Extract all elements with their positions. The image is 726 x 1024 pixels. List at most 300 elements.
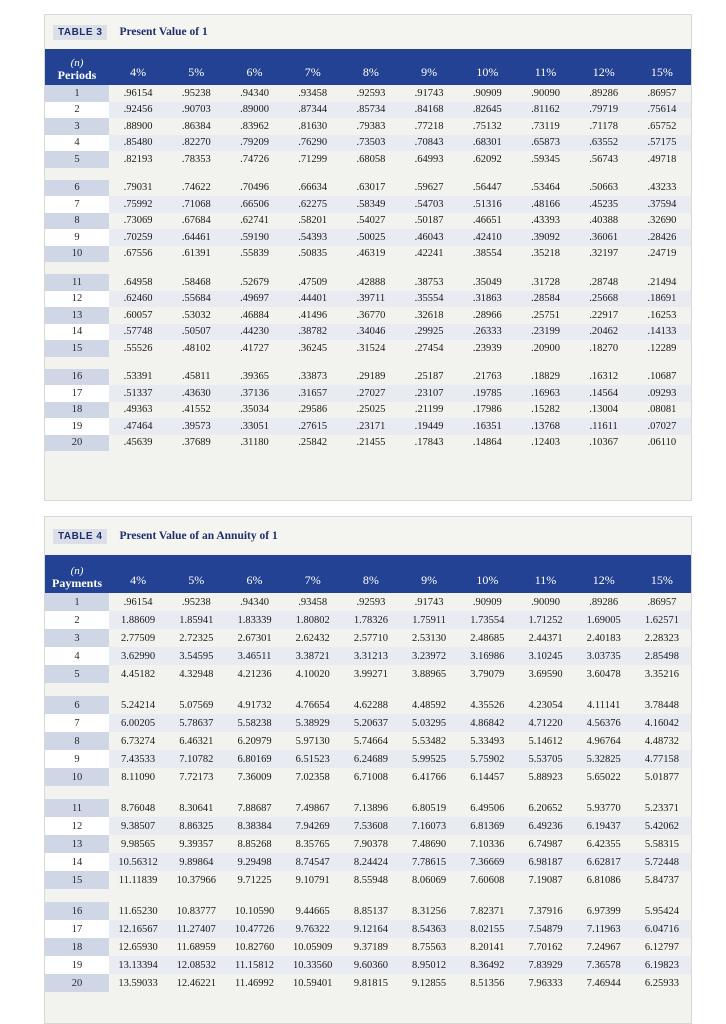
value-cell: .36770 <box>356 309 386 321</box>
value-cell: .55526 <box>123 342 153 354</box>
value-cell: .59190 <box>240 231 269 243</box>
value-cell: 1.62571 <box>644 614 679 626</box>
value-cell: 8.35765 <box>295 838 330 850</box>
value-cell: .55684 <box>181 293 211 305</box>
value-cell: 4.86842 <box>470 717 505 729</box>
value-cell: 5.53705 <box>528 753 563 765</box>
value-cell: 11.27407 <box>176 923 216 935</box>
value-cell: 5.38929 <box>295 717 330 729</box>
rate-column-header: 15% <box>650 573 673 587</box>
table-row <box>45 435 691 452</box>
value-cell: .60057 <box>123 309 153 321</box>
value-cell: 9.12855 <box>412 977 447 989</box>
value-cell: .89000 <box>240 104 269 116</box>
value-cell: .45811 <box>182 371 211 383</box>
value-cell: .14864 <box>472 437 502 449</box>
value-cell: 11.15812 <box>235 959 274 971</box>
period-cell: 14 <box>45 853 109 871</box>
value-cell: .94340 <box>240 87 269 99</box>
value-cell: .16312 <box>589 371 619 383</box>
value-cell: .96154 <box>123 87 153 99</box>
table-4-payments-header <box>45 565 109 593</box>
value-cell: .18691 <box>647 293 677 305</box>
value-cell: .62092 <box>472 153 502 165</box>
value-cell: .64958 <box>123 276 153 288</box>
value-cell: 10.10590 <box>234 905 275 917</box>
period-cell: 3 <box>45 629 109 647</box>
value-cell: 4.76654 <box>295 699 330 711</box>
row-values <box>109 651 691 662</box>
period-cell: 7 <box>45 714 109 732</box>
value-cell: 5.24214 <box>121 699 156 711</box>
period-cell: 12 <box>45 291 109 308</box>
value-cell: .49697 <box>240 293 269 305</box>
row-values <box>109 718 691 729</box>
table-row <box>45 369 691 386</box>
value-cell: 4.96764 <box>586 735 621 747</box>
rate-column-header: 4% <box>130 65 147 79</box>
row-values <box>109 615 691 626</box>
table-3-header <box>45 49 691 85</box>
value-cell: .39092 <box>531 231 560 243</box>
table-row <box>45 629 691 647</box>
value-cell: 8.20141 <box>470 941 505 953</box>
value-cell: .59627 <box>414 182 444 194</box>
value-cell: 7.49867 <box>295 802 330 814</box>
value-cell: .46884 <box>240 309 269 321</box>
period-cell: 4 <box>45 135 109 152</box>
value-cell: .52679 <box>240 276 269 288</box>
value-cell: 6.71008 <box>353 771 388 783</box>
value-cell: .67556 <box>123 248 153 260</box>
period-cell: 19 <box>45 956 109 974</box>
value-cell: 1.75911 <box>412 614 446 626</box>
table-row <box>45 750 691 768</box>
table-row <box>45 307 691 324</box>
value-cell: 9.29498 <box>237 856 272 868</box>
rate-column-header: 15% <box>650 65 673 79</box>
value-cell: 2.40183 <box>586 632 621 644</box>
value-cell: 3.69590 <box>528 668 563 680</box>
value-cell: 5.84737 <box>644 874 679 886</box>
value-cell: 1.71252 <box>528 614 563 626</box>
value-cell: 11.68959 <box>176 941 216 953</box>
value-cell: .82193 <box>123 153 153 165</box>
value-cell: .48102 <box>181 342 211 354</box>
value-cell: .20462 <box>589 326 619 338</box>
value-cell: 4.62288 <box>353 699 388 711</box>
value-cell: .35554 <box>414 293 444 305</box>
value-cell: 3.16986 <box>470 650 505 662</box>
value-cell: 7.13896 <box>353 802 388 814</box>
value-cell: 7.46944 <box>586 977 621 989</box>
value-cell: .38782 <box>298 326 328 338</box>
period-cell: 2 <box>45 611 109 629</box>
row-values <box>109 248 691 259</box>
value-cell: 7.19087 <box>528 874 563 886</box>
group-separator <box>45 357 691 369</box>
row-values <box>109 906 691 917</box>
value-cell: 5.53482 <box>412 735 447 747</box>
value-cell: 6.20979 <box>237 735 272 747</box>
value-cell: 7.96333 <box>528 977 563 989</box>
value-cell: 7.02358 <box>295 771 330 783</box>
value-cell: .86957 <box>647 87 677 99</box>
value-cell: .73119 <box>531 120 560 132</box>
value-cell: .77218 <box>414 120 444 132</box>
value-cell: 6.12797 <box>644 941 679 953</box>
value-cell: 11.11839 <box>118 874 158 886</box>
table-row <box>45 385 691 402</box>
table-row <box>45 418 691 435</box>
value-cell: 4.35526 <box>470 699 505 711</box>
table-3-body <box>45 85 691 451</box>
value-cell: .16963 <box>531 387 560 399</box>
value-cell: 2.85498 <box>644 650 679 662</box>
period-cell: 10 <box>45 768 109 786</box>
value-cell: 10.82760 <box>234 941 275 953</box>
period-cell: 8 <box>45 213 109 230</box>
row-values <box>109 388 691 399</box>
row-values <box>109 215 691 226</box>
value-cell: .62741 <box>240 215 269 227</box>
period-cell: 10 <box>45 246 109 263</box>
value-cell: 8.75563 <box>412 941 447 953</box>
value-cell: .82270 <box>181 137 211 149</box>
value-cell: 10.33560 <box>293 959 333 971</box>
rate-column-header: 8% <box>362 65 379 79</box>
row-values <box>109 310 691 321</box>
rate-column-header: 10% <box>476 573 499 587</box>
group-separator <box>45 262 691 274</box>
period-cell: 1 <box>45 85 109 102</box>
row-values <box>109 772 691 783</box>
value-cell: 1.88609 <box>121 614 156 626</box>
table-4-title: Present Value of an Annuity of 1 <box>119 530 278 542</box>
row-values <box>109 293 691 304</box>
value-cell: .35218 <box>531 248 560 260</box>
value-cell: 1.78326 <box>353 614 388 626</box>
rate-column-header: 8% <box>362 573 379 587</box>
value-cell: .79209 <box>240 137 269 149</box>
value-cell: .43233 <box>647 182 677 194</box>
value-cell: .63017 <box>356 182 386 194</box>
row-values <box>109 736 691 747</box>
value-cell: 6.19437 <box>586 820 621 832</box>
value-cell: 6.81369 <box>470 820 505 832</box>
row-values <box>109 104 691 115</box>
rate-column-header: 7% <box>304 573 321 587</box>
value-cell: .38753 <box>414 276 444 288</box>
value-cell: 5.32825 <box>586 753 621 765</box>
table-row <box>45 324 691 341</box>
value-cell: .23939 <box>472 342 502 354</box>
value-cell: 10.83777 <box>176 905 216 917</box>
period-cell: 1 <box>45 593 109 611</box>
value-cell: .65873 <box>531 137 560 149</box>
row-values <box>109 700 691 711</box>
period-cell: 7 <box>45 196 109 213</box>
value-cell: .28748 <box>589 276 619 288</box>
value-cell: 7.60608 <box>470 874 505 886</box>
value-cell: .70843 <box>414 137 444 149</box>
rate-column-header: 5% <box>188 573 205 587</box>
table-row <box>45 714 691 732</box>
table-row <box>45 920 691 938</box>
value-cell: 6.42355 <box>586 838 621 850</box>
value-cell: .12289 <box>647 342 677 354</box>
value-cell: 2.62432 <box>295 632 330 644</box>
value-cell: .34046 <box>356 326 386 338</box>
value-cell: 3.38721 <box>295 650 330 662</box>
value-cell: .93458 <box>298 87 328 99</box>
value-cell: 3.60478 <box>586 668 621 680</box>
value-cell: .54703 <box>414 198 444 210</box>
value-cell: 5.97130 <box>295 735 330 747</box>
value-cell: 7.83929 <box>528 959 563 971</box>
value-cell: 1.80802 <box>295 614 330 626</box>
value-cell: 8.51356 <box>470 977 505 989</box>
table-4-n-label: (n) <box>70 565 84 577</box>
value-cell: .89286 <box>589 596 619 608</box>
value-cell: 5.74664 <box>353 735 388 747</box>
group-separator <box>45 168 691 180</box>
value-cell: .85734 <box>356 104 386 116</box>
value-cell: .08081 <box>647 404 677 416</box>
value-cell: .26333 <box>472 326 502 338</box>
rate-column-header: 11% <box>534 573 557 587</box>
period-cell: 20 <box>45 435 109 452</box>
value-cell: 8.02155 <box>470 923 505 935</box>
value-cell: .76290 <box>298 137 328 149</box>
value-cell: .75132 <box>472 120 502 132</box>
period-cell: 18 <box>45 938 109 956</box>
value-cell: 7.72173 <box>179 771 214 783</box>
value-cell: 6.41766 <box>412 771 447 783</box>
row-values <box>109 421 691 432</box>
value-cell: 3.88965 <box>412 668 447 680</box>
value-cell: 6.51523 <box>295 753 330 765</box>
value-cell: 4.32948 <box>179 668 214 680</box>
value-cell: .65752 <box>647 120 677 132</box>
value-cell: .86384 <box>181 120 211 132</box>
value-cell: .47464 <box>123 420 153 432</box>
value-cell: .81630 <box>298 120 328 132</box>
row-values <box>109 597 691 608</box>
table-3-label: TABLE 3 <box>53 25 107 40</box>
value-cell: .90090 <box>531 87 560 99</box>
value-cell: .68058 <box>356 153 386 165</box>
value-cell: .31728 <box>531 276 560 288</box>
rate-column-header: 12% <box>592 573 615 587</box>
value-cell: .31863 <box>472 293 502 305</box>
value-cell: 3.78448 <box>644 699 679 711</box>
value-cell: 12.16567 <box>118 923 158 935</box>
value-cell: .56447 <box>472 182 502 194</box>
period-cell: 3 <box>45 118 109 135</box>
value-cell: 10.47726 <box>234 923 275 935</box>
value-cell: 6.97399 <box>586 905 621 917</box>
value-cell: .50187 <box>414 215 444 227</box>
value-cell: 7.36578 <box>586 959 621 971</box>
value-cell: 3.03735 <box>586 650 621 662</box>
table-row <box>45 835 691 853</box>
value-cell: .09293 <box>647 387 677 399</box>
rate-column-header: 6% <box>246 573 263 587</box>
period-cell: 15 <box>45 871 109 889</box>
period-cell: 11 <box>45 799 109 817</box>
value-cell: .28584 <box>531 293 560 305</box>
value-cell: .17843 <box>414 437 444 449</box>
table-3-panel <box>44 14 692 501</box>
period-cell: 8 <box>45 732 109 750</box>
value-cell: 3.31213 <box>353 650 388 662</box>
value-cell: 7.36009 <box>237 771 272 783</box>
value-cell: 5.99525 <box>412 753 447 765</box>
value-cell: 2.77509 <box>121 632 156 644</box>
value-cell: 7.54879 <box>528 923 563 935</box>
value-cell: .90703 <box>181 104 211 116</box>
value-cell: .39711 <box>356 293 386 305</box>
value-cell: .44230 <box>240 326 269 338</box>
value-cell: .58349 <box>356 198 386 210</box>
value-cell: 6.62817 <box>586 856 621 868</box>
value-cell: .73069 <box>123 215 153 227</box>
table-row <box>45 974 691 992</box>
value-cell: .31180 <box>240 437 269 449</box>
value-cell: 7.90378 <box>353 838 388 850</box>
value-cell: .91743 <box>414 596 444 608</box>
value-cell: .49718 <box>647 153 677 165</box>
value-cell: .16351 <box>472 420 502 432</box>
value-cell: 4.71220 <box>528 717 563 729</box>
value-cell: .58201 <box>298 215 328 227</box>
value-cell: 8.54363 <box>412 923 447 935</box>
value-cell: .92456 <box>123 104 153 116</box>
period-cell: 2 <box>45 102 109 119</box>
rate-column-header: 5% <box>188 65 205 79</box>
row-values <box>109 326 691 337</box>
period-cell: 4 <box>45 647 109 665</box>
value-cell: 7.37916 <box>528 905 563 917</box>
table-3-title: Present Value of 1 <box>119 26 208 38</box>
value-cell: 8.11090 <box>121 771 155 783</box>
row-values <box>109 960 691 971</box>
value-cell: .85480 <box>123 137 153 149</box>
table-row <box>45 593 691 611</box>
table-row <box>45 611 691 629</box>
row-values <box>109 404 691 415</box>
table-row <box>45 799 691 817</box>
period-cell: 15 <box>45 340 109 357</box>
value-cell: .47509 <box>298 276 328 288</box>
table-row <box>45 291 691 308</box>
value-cell: 7.24967 <box>586 941 621 953</box>
table-row <box>45 956 691 974</box>
value-cell: 9.98565 <box>121 838 156 850</box>
value-cell: 13.13394 <box>118 959 158 971</box>
value-cell: .62275 <box>298 198 328 210</box>
value-cell: 8.85268 <box>237 838 272 850</box>
value-cell: 3.46511 <box>237 650 272 662</box>
value-cell: 5.65022 <box>586 771 621 783</box>
value-cell: .71299 <box>298 153 328 165</box>
value-cell: 5.75902 <box>470 753 505 765</box>
value-cell: .55839 <box>240 248 269 260</box>
value-cell: .36245 <box>298 342 328 354</box>
value-cell: 1.69005 <box>586 614 621 626</box>
value-cell: 5.78637 <box>179 717 214 729</box>
value-cell: 5.72448 <box>644 856 679 868</box>
value-cell: .27027 <box>356 387 386 399</box>
value-cell: .39573 <box>181 420 211 432</box>
value-cell: 2.72325 <box>179 632 214 644</box>
value-cell: .51316 <box>472 198 502 210</box>
value-cell: .71178 <box>589 120 618 132</box>
value-cell: 2.57710 <box>353 632 388 644</box>
value-cell: .14564 <box>589 387 619 399</box>
value-cell: 6.20652 <box>528 802 563 814</box>
value-cell: 3.35216 <box>644 668 679 680</box>
value-cell: .46043 <box>414 231 444 243</box>
value-cell: .78353 <box>181 153 211 165</box>
period-cell: 17 <box>45 385 109 402</box>
period-cell: 11 <box>45 274 109 291</box>
value-cell: .95238 <box>181 87 211 99</box>
period-cell: 6 <box>45 696 109 714</box>
value-cell: 8.31256 <box>412 905 447 917</box>
value-cell: .96154 <box>123 596 153 608</box>
value-cell: 6.49236 <box>528 820 563 832</box>
value-cell: .56743 <box>589 153 619 165</box>
value-cell: .66506 <box>240 198 269 210</box>
value-cell: .24719 <box>647 248 677 260</box>
value-cell: 3.10245 <box>528 650 563 662</box>
table-row <box>45 340 691 357</box>
value-cell: 9.37189 <box>353 941 388 953</box>
table-row <box>45 647 691 665</box>
rate-column-header: 12% <box>592 65 615 79</box>
value-cell: 9.10791 <box>295 874 330 886</box>
value-cell: .50025 <box>356 231 386 243</box>
value-cell: .14133 <box>647 326 677 338</box>
value-cell: 6.19823 <box>644 959 679 971</box>
value-cell: 7.78615 <box>412 856 447 868</box>
row-values <box>109 875 691 886</box>
value-cell: 10.37966 <box>176 874 216 886</box>
value-cell: 4.23054 <box>528 699 563 711</box>
value-cell: 6.00205 <box>121 717 156 729</box>
value-cell: .71068 <box>181 198 211 210</box>
value-cell: .41496 <box>298 309 328 321</box>
value-cell: .21455 <box>356 437 386 449</box>
value-cell: .12403 <box>531 437 560 449</box>
value-cell: 11.65230 <box>118 905 158 917</box>
value-cell: 4.48592 <box>412 699 447 711</box>
value-cell: 12.65930 <box>118 941 158 953</box>
value-cell: .23171 <box>356 420 386 432</box>
value-cell: .91743 <box>414 87 444 99</box>
value-cell: .59345 <box>531 153 560 165</box>
value-cell: .38554 <box>472 248 502 260</box>
value-cell: 10.59401 <box>293 977 333 989</box>
table-row <box>45 102 691 119</box>
value-cell: 5.42062 <box>644 820 679 832</box>
value-cell: .31657 <box>298 387 328 399</box>
table-row <box>45 696 691 714</box>
value-cell: 4.56376 <box>586 717 621 729</box>
value-cell: .32197 <box>589 248 619 260</box>
